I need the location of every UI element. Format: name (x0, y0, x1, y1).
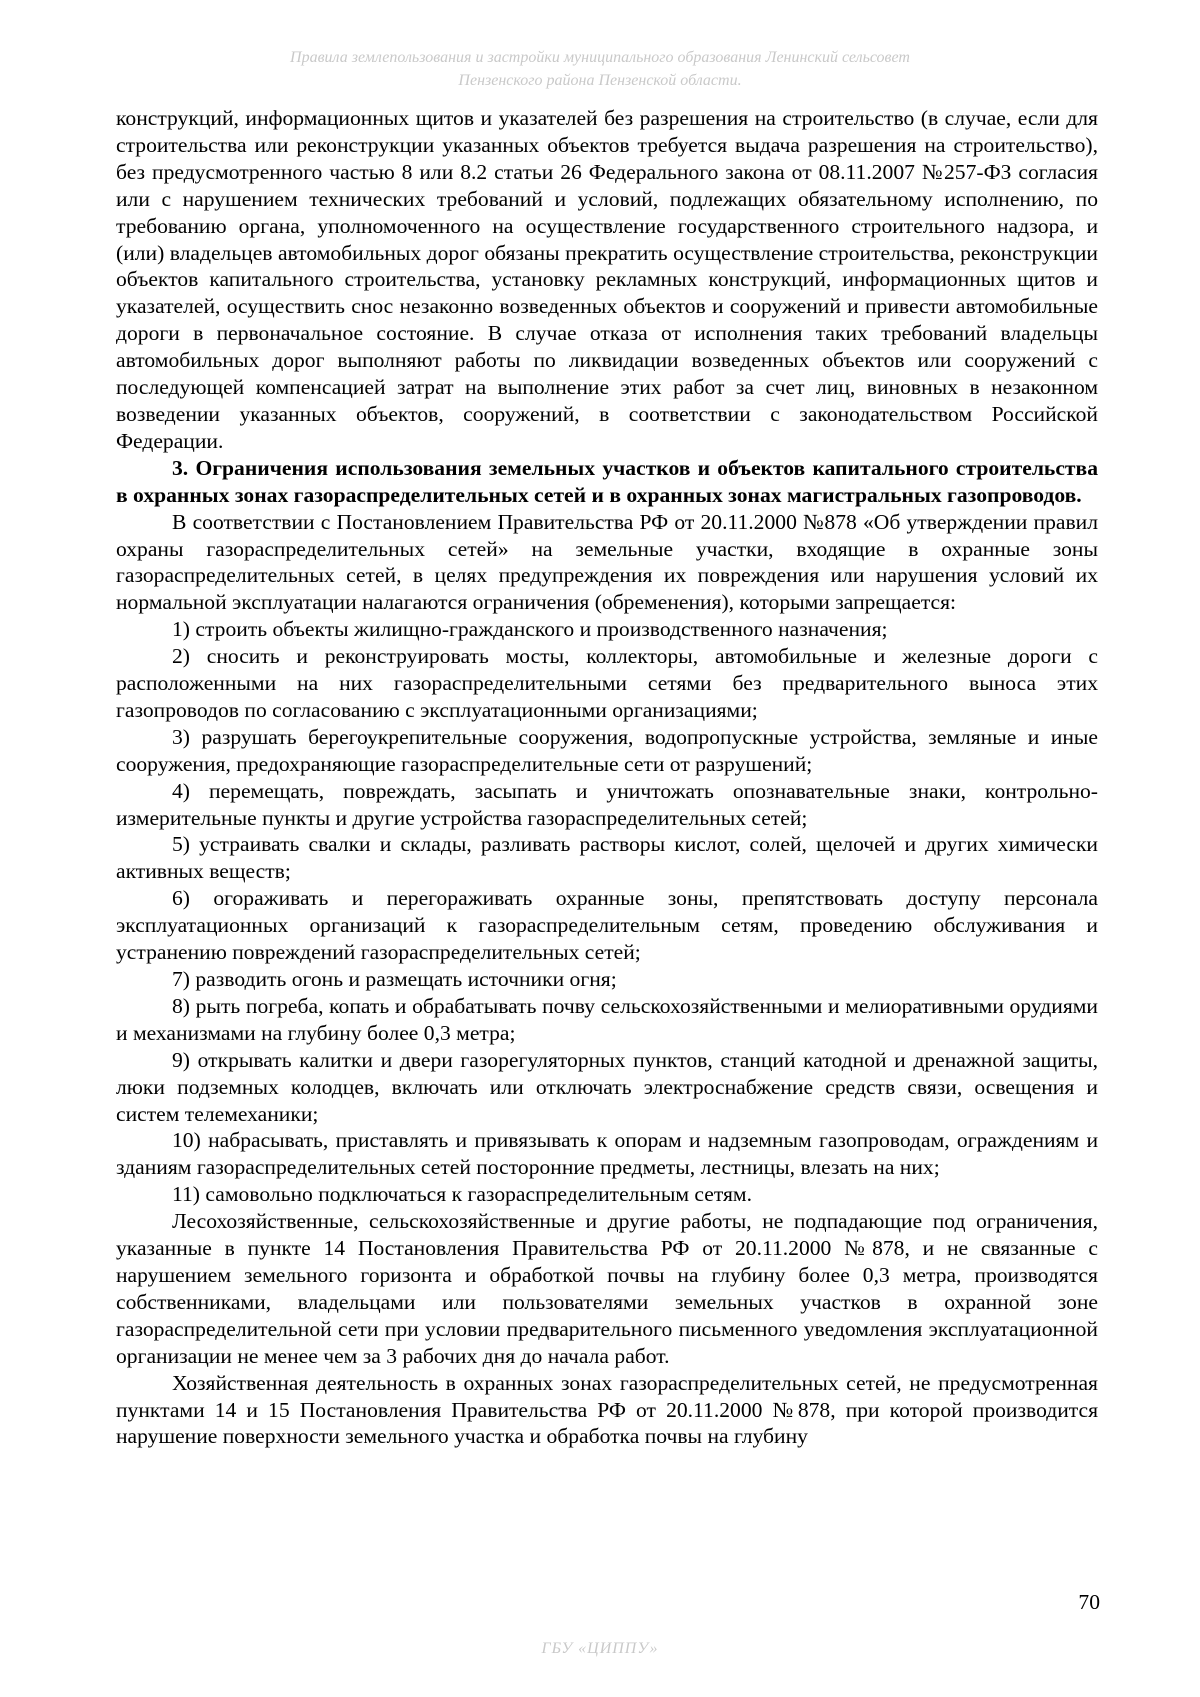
section-heading: 3. Ограничения использования земельных участков и объектов капитального строительства в охранных зонах газораспределительных сетей и в охранных зонах магистральных газопроводов. (116, 455, 1098, 507)
page-number: 70 (1078, 1590, 1100, 1614)
list-item: 10) набрасывать, приставлять и привязывать к опорам и надземным газопроводам, ограждениям и зданиям газораспределительных сетей посторонние предметы, лестницы, влезать на них; (116, 1128, 1098, 1180)
list-item: 4) перемещать, повреждать, засыпать и уничтожать опознавательные знаки, контрольно-измерительные пункты и другие устройства газораспределительных сетей; (116, 778, 1098, 830)
list-item: 8) рыть погреба, копать и обрабатывать почву сельскохозяйственными и мелиоративными орудиями и механизмами на глубину более 0,3 метра; (116, 993, 1098, 1045)
list-item: 11) самовольно подключаться к газораспределительным сетям. (172, 1182, 752, 1207)
header-line-1: Правила землепользования и застройки муниципального образования Ленинский сельсовет (290, 49, 910, 66)
list-item: 6) огораживать и перегораживать охранные зоны, препятствовать доступу персонала эксплуатационных организаций к газораспределительным сетям, проведению обслуживания и устранению повреждений газораспределительных сетей; (116, 886, 1098, 965)
list-item: 3) разрушать берегоукрепительные сооружения, водопропускные устройства, земляные и иные сооружения, предохраняющие газораспределительные сети от разрушений; (116, 724, 1098, 776)
running-footer: ГБУ «ЦИППУ» (541, 1640, 659, 1657)
paragraph-continuation: конструкций, информационных щитов и указателей без разрешения на строительство (в случае, если для строительства или реконструкции указанных объектов требуется выдача разрешения на строительство), без предусмотренного частью 8 или 8.2 статьи 26 Федерального закона от 08.11.2007 №257-ФЗ согласия или с нарушением технических требований и условий, подлежащих обязательному исполнению, по требованию органа, уполномоченного на осуществление государственного строительного надзора, и (или) владельцев автомобильных дорог обязаны прекратить осуществление строительства, реконструкции объектов капитального строительства, установку рекламных конструкций, информационных щитов и указателей, осуществить снос незаконно возведенных объектов и сооружений и привести автомобильные дороги в первоначальное состояние. В случае отказа от исполнения таких требований владельцы автомобильных дорог выполняют работы по ликвидации возведенных объектов или сооружений с последующей компенсацией затрат на выполнение этих работ за счет лиц, виновных в незаконном возведении указанных объектов, сооружений, в соответствии с законодательством Российской Федерации. (116, 106, 1098, 453)
paragraph: Хозяйственная деятельность в охранных зонах газораспределительных сетей, не предусмотренная пунктами 14 и 15 Постановления Правительства РФ от 20.11.2000 №878, при которой производится нарушение поверхности земельного участка и обработка почвы на глубину (116, 1370, 1098, 1449)
list-item: 1) строить объекты жилищно-гражданского и производственного назначения; (172, 617, 888, 642)
list-item: 5) устраивать свалки и склады, разливать растворы кислот, солей, щелочей и других химически активных веществ; (116, 832, 1098, 884)
paragraph: В соответствии с Постановлением Правительства РФ от 20.11.2000 №878 «Об утверждении правил охраны газораспределительных сетей» на земельные участки, входящие в охранные зоны газораспределительных сетей, в целях предупреждения их повреждения или нарушения условий их нормальной эксплуатации налагаются ограничения (обременения), которыми запрещается: (116, 509, 1098, 615)
list-item: 7) разводить огонь и размещать источники огня; (172, 967, 617, 991)
running-header (0, 46, 1200, 92)
paragraph: Лесохозяйственные, сельскохозяйственные и другие работы, не подпадающие под ограничения, указанные в пункте 14 Постановления Правительства РФ от 20.11.2000 №878, и не связанные с нарушением земельного горизонта и обработкой почвы на глубину более 0,3 метра, производятся собственниками, владельцами или пользователями земельных участков в охранной зоне газораспределительной сети при условии предварительного письменного уведомления эксплуатационной организации не менее чем за 3 рабочих дня до начала работ. (116, 1209, 1098, 1368)
list-item: 9) открывать калитки и двери газорегуляторных пунктов, станций катодной и дренажной защиты, люки подземных колодцев, включать или отключать электроснабжение средств связи, освещения и систем телемеханики; (116, 1047, 1098, 1126)
list-item: 2) сносить и реконструировать мосты, коллекторы, автомобильные и железные дороги с расположенными на них газораспределительными сетями без предварительного выноса этих газопроводов по согласованию с эксплуатационными организациями; (116, 644, 1098, 722)
header-line-2: Пензенского района Пензенской области. (458, 72, 742, 89)
body-text (116, 105, 1098, 1450)
